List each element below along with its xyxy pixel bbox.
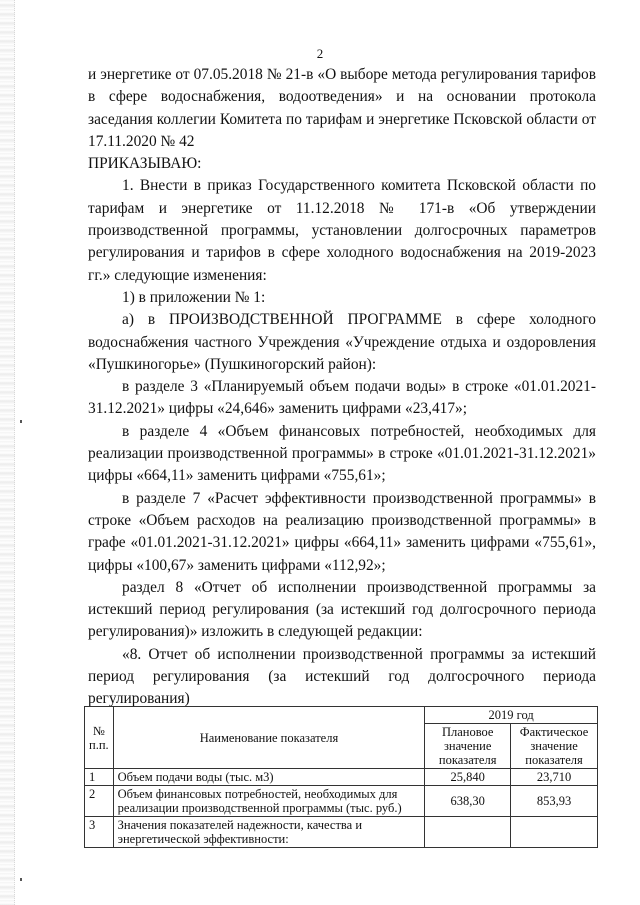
scan-speck bbox=[20, 420, 22, 423]
header-num: № п.п. bbox=[85, 707, 114, 769]
row-plan: 25,840 bbox=[425, 769, 511, 786]
table-row bbox=[85, 786, 598, 817]
row-name: Значения показателей надежности, качества и энергетической эффективности: bbox=[113, 817, 425, 848]
header-name: Наименование показателя bbox=[113, 707, 425, 769]
scan-edge-artifact bbox=[0, 0, 15, 905]
table-row bbox=[85, 817, 598, 848]
row-fact: 853,93 bbox=[511, 786, 598, 817]
row-num: 2 bbox=[85, 786, 114, 817]
paragraph-section-8: раздел 8 «Отчет об исполнении производственной программы за истекший период регулирования (за истекший год долгосрочного периода регулирования)» изложить в следующей редакции: bbox=[88, 578, 596, 641]
paragraph-appendix: 1) в приложении № 1: bbox=[122, 288, 266, 306]
paragraph-section-4: в разделе 4 «Объем финансовых потребностей, необходимых для реализации производственной программы» в строке «01.01.2021-31.12.2021» цифры «664,11» заменить цифрами «755,61»; bbox=[88, 422, 596, 485]
paragraph-report-title: «8. Отчет об исполнении производственной программы за истекший период регулирования (за истекший год долгосрочного периода регулирования) bbox=[88, 645, 596, 708]
document-body bbox=[88, 64, 596, 711]
paragraph-order-heading: ПРИКАЗЫВАЮ: bbox=[88, 155, 202, 173]
paragraph-preamble: и энергетике от 07.05.2018 № 21-в «О выборе метода регулирования тарифов в сфере водоснабжения, водоотведения» и на основании протокола заседания коллегии Комитета по тарифам и энергетике Псковской области от 17.11.2020 № 42 bbox=[88, 66, 596, 150]
paragraph-section-7: в разделе 7 «Расчет эффективности производственной программы» в строке «Объем расходов на реализацию производственной программы» в графе «01.01.2021-31.12.2021» цифры «664,11» заменить цифрами «755,61», цифры «100,67» заменить цифрами «112,92»; bbox=[88, 489, 596, 574]
row-name: Объем подачи воды (тыс. м3) bbox=[113, 769, 425, 786]
scan-speck bbox=[20, 878, 22, 881]
paragraph-item-1: 1. Внести в приказ Государственного комитета Псковской области по тарифам и энергетике от 11.12.2018 № 171-в «Об утверждении производственной программы, установлении долгосрочных параметров регулирования и тарифов в сфере холодного водоснабжения на 2019-2023 гг.» следующие изменения: bbox=[88, 177, 596, 284]
page-number: 2 bbox=[316, 46, 324, 61]
row-num: 3 bbox=[85, 817, 114, 848]
row-name: Объем финансовых потребностей, необходимых для реализации производственной программы (тыс. руб.) bbox=[113, 786, 425, 817]
paragraph-program: а) в ПРОИЗВОДСТВЕННОЙ ПРОГРАММЕ в сфере холодного водоснабжения частного Учреждения «Учреждение отдыха и оздоровления «Пушкиногорье» (Пушкиногорский район): bbox=[88, 311, 596, 373]
table-row bbox=[85, 769, 598, 786]
row-plan bbox=[425, 817, 511, 848]
row-plan: 638,30 bbox=[425, 786, 511, 817]
header-fact: Фактическое значение показателя bbox=[511, 724, 598, 769]
header-year: 2019 год bbox=[425, 707, 598, 724]
row-fact: 23,710 bbox=[511, 769, 598, 786]
row-fact bbox=[511, 817, 598, 848]
header-plan: Плановое значение показателя bbox=[425, 724, 511, 769]
paragraph-section-3: в разделе 3 «Планируемый объем подачи воды» в строке «01.01.2021-31.12.2021» цифры «24,646» заменить цифрами «23,417»; bbox=[88, 378, 596, 418]
row-num: 1 bbox=[85, 769, 114, 786]
report-table bbox=[84, 706, 598, 848]
